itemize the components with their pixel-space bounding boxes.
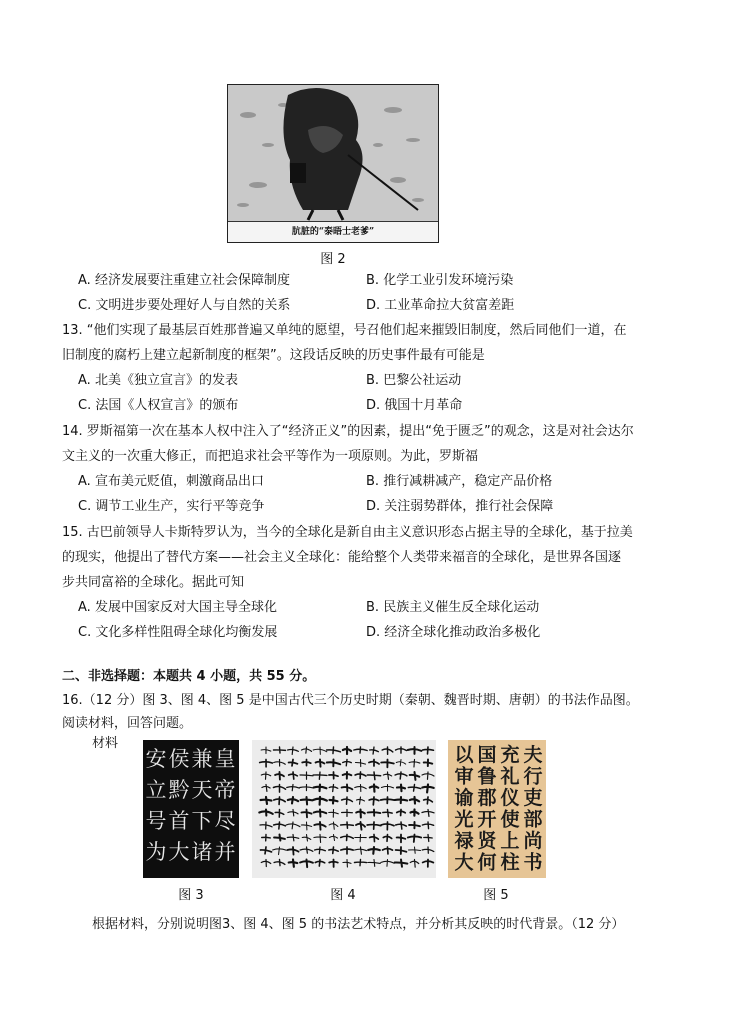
seal-glyph: 大 xyxy=(168,840,190,864)
figure-4-label: 图 4 xyxy=(330,888,356,903)
q13-option-b[interactable]: B. 巴黎公社运动 xyxy=(366,373,462,388)
q12-option-b[interactable]: B. 化学工业引发环境污染 xyxy=(366,273,514,288)
q16-stem-line1: 16.（12 分）图 3、图 4、图 5 是中国古代三个历史时期（秦朝、魏晋时期、唐朝）的书法作品图。 xyxy=(62,693,639,708)
seal-glyph: 诸 xyxy=(191,840,213,864)
q16-stem-line2: 阅读材料，回答问题。 xyxy=(62,716,193,731)
regular-script-glyph: 贤 xyxy=(477,830,497,852)
regular-script-glyph: 开 xyxy=(477,808,497,831)
q14-stem-line1: 14. 罗斯福第一次在基本人权中注入了“经济正义”的因素，提出“免于匮乏”的观念，这是对社会达尔 xyxy=(62,424,634,439)
regular-script-glyph: 上 xyxy=(500,830,520,852)
regular-script-glyph: 行 xyxy=(523,765,543,788)
q15-option-a[interactable]: A. 发展中国家反对大国主导全球化 xyxy=(78,600,277,615)
q14-option-c[interactable]: C. 调节工业生产，实行平等竞争 xyxy=(78,499,265,514)
regular-script-page xyxy=(448,740,546,878)
seal-glyph: 并 xyxy=(214,840,236,864)
seal-glyph: 下 xyxy=(191,809,213,833)
q15-option-b[interactable]: B. 民族主义催生反全球化运动 xyxy=(366,600,540,615)
q15-stem-line3: 步共同富裕的全球化。据此可知 xyxy=(62,575,245,590)
regular-script-glyph: 郡 xyxy=(477,787,497,809)
regular-script-glyph: 以 xyxy=(454,744,474,766)
q13-stem-line2: 旧制度的腐朽上建立起新制度的框架”。这段话反映的历史事件最有可能是 xyxy=(62,348,485,363)
q13-stem-line1: 13. “他们实现了最基层百姓那普遍又单纯的愿望，号召他们起来摧毁旧制度，然后同他们一道，在 xyxy=(62,323,627,338)
q15-stem-line2: 的现实，他提出了替代方案——社会主义全球化：能给整个人类带来福音的全球化，是世界各国逐 xyxy=(62,550,622,565)
seal-glyph: 立 xyxy=(145,778,167,802)
q12-option-a[interactable]: A. 经济发展要注重建立社会保障制度 xyxy=(78,273,290,288)
q14-option-d[interactable]: D. 关注弱势群体，推行社会保障 xyxy=(366,499,554,514)
regular-script-glyph: 柱 xyxy=(500,851,520,874)
seal-glyph: 兼 xyxy=(191,747,213,771)
regular-script-glyph: 何 xyxy=(477,851,497,874)
q12-option-c[interactable]: C. 文明进步要处理好人与自然的关系 xyxy=(78,298,291,313)
regular-script-glyph: 光 xyxy=(454,808,474,831)
seal-script-rubbing xyxy=(143,740,239,878)
regular-script-glyph: 鲁 xyxy=(477,765,497,788)
regular-script-glyph: 谕 xyxy=(454,787,474,809)
figure-2-cartoon xyxy=(227,84,439,243)
figure-2-label: 图 2 xyxy=(320,252,346,267)
q14-option-b[interactable]: B. 推行减耕减产，稳定产品价格 xyxy=(366,474,553,489)
cartoon-inner-caption: 肮脏的“泰晤士老爹” xyxy=(228,221,438,242)
figure-5-regular-script xyxy=(448,740,546,878)
q14-stem-line2: 文主义的一次重大修正，而把追求社会平等作为一项原则。为此，罗斯福 xyxy=(62,449,479,464)
seal-glyph: 为 xyxy=(145,840,167,864)
seal-glyph: 首 xyxy=(168,809,190,833)
q15-option-d[interactable]: D. 经济全球化推动政治多极化 xyxy=(366,625,541,640)
seal-glyph: 安 xyxy=(145,747,167,771)
q12-option-d[interactable]: D. 工业革命拉大贫富差距 xyxy=(366,298,515,313)
q13-option-a[interactable]: A. 北美《独立宣言》的发表 xyxy=(78,373,238,388)
seal-glyph: 帝 xyxy=(214,778,236,802)
seal-glyph: 侯 xyxy=(168,747,190,771)
section-2-heading: 二、非选择题：本题共 4 小题，共 55 分。 xyxy=(62,669,316,684)
running-script-manuscript xyxy=(252,740,436,878)
q15-option-c[interactable]: C. 文化多样性阻碍全球化均衡发展 xyxy=(78,625,278,640)
seal-glyph: 皇 xyxy=(214,747,236,771)
figure-3-seal-script xyxy=(143,740,239,878)
seal-glyph: 天 xyxy=(191,778,213,802)
seal-glyph: 号 xyxy=(145,809,167,833)
q13-option-c[interactable]: C. 法国《人权宣言》的颁布 xyxy=(78,398,239,413)
figure-5-label: 图 5 xyxy=(483,888,509,903)
figure-3-label: 图 3 xyxy=(178,888,204,903)
q13-option-d[interactable]: D. 俄国十月革命 xyxy=(366,398,463,413)
regular-script-glyph: 充 xyxy=(500,744,520,766)
regular-script-glyph: 部 xyxy=(523,808,543,831)
regular-script-glyph: 审 xyxy=(454,765,474,788)
regular-script-glyph: 使 xyxy=(500,808,520,831)
regular-script-glyph: 仪 xyxy=(500,787,520,809)
regular-script-glyph: 夫 xyxy=(523,744,543,766)
cartoon-illustration xyxy=(228,85,438,222)
regular-script-glyph: 禄 xyxy=(454,830,474,852)
seal-glyph: 黔 xyxy=(168,778,190,802)
figure-4-running-script xyxy=(252,740,436,878)
regular-script-glyph: 国 xyxy=(477,744,497,766)
q14-option-a[interactable]: A. 宣布美元贬值，刺激商品出口 xyxy=(78,474,264,489)
regular-script-glyph: 大 xyxy=(454,851,474,874)
q16-question: 根据材料，分别说明图3、图 4、图 5 的书法艺术特点，并分析其反映的时代背景。（12 分） xyxy=(92,917,625,932)
regular-script-glyph: 书 xyxy=(523,851,543,874)
material-label: 材料 xyxy=(92,736,119,751)
regular-script-glyph: 尚 xyxy=(523,830,543,852)
regular-script-glyph: 吏 xyxy=(523,787,543,809)
regular-script-glyph: 礼 xyxy=(500,765,520,788)
seal-glyph: 尽 xyxy=(214,809,236,833)
q15-stem-line1: 15. 古巴前领导人卡斯特罗认为，当今的全球化是新自由主义意识形态占据主导的全球化，基于拉美 xyxy=(62,525,633,540)
